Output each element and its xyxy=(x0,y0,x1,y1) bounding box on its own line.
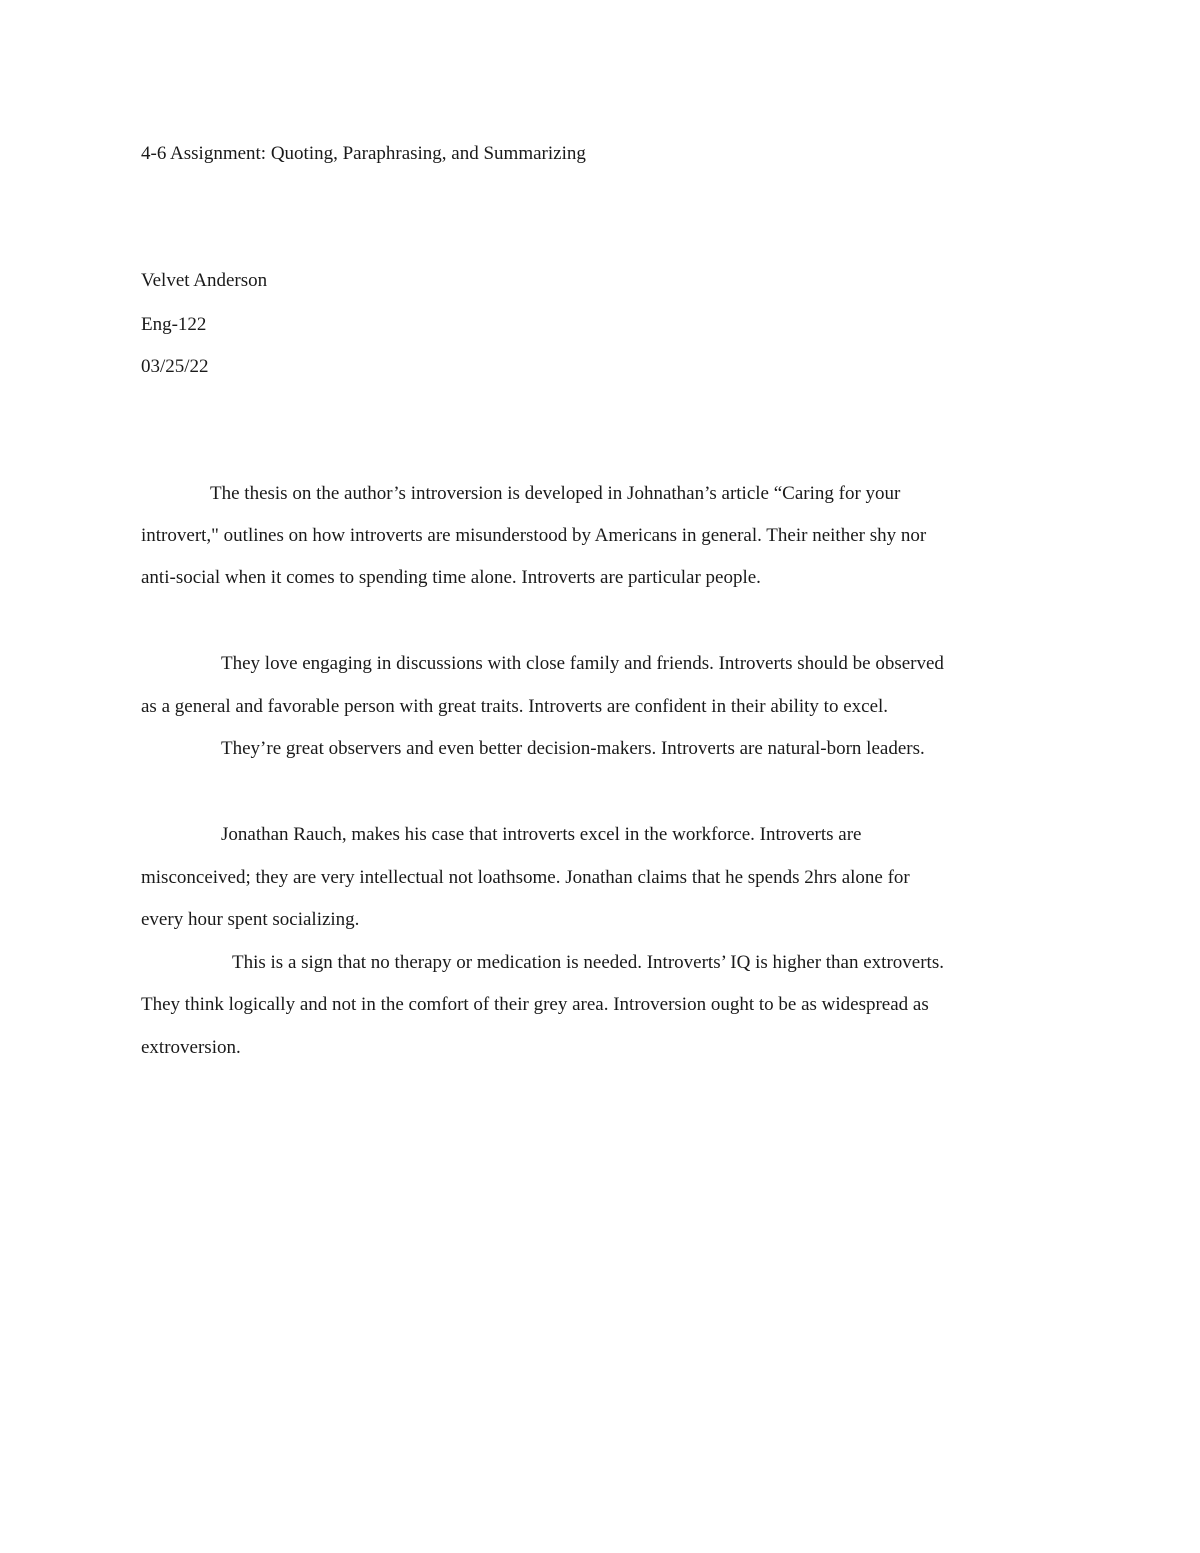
paragraph-1-line-3: anti-social when it comes to spending time alone. Introverts are particular people. xyxy=(141,567,761,588)
paragraph-4-line-1: This is a sign that no therapy or medication is needed. Introverts’ IQ is higher than extroverts. xyxy=(232,952,944,973)
paragraph-4-line-2: They think logically and not in the comfort of their grey area. Introversion ought to be as widespread as xyxy=(141,994,929,1015)
paragraph-2-line-1: They love engaging in discussions with close family and friends. Introverts should be observed xyxy=(221,653,944,674)
paragraph-1-line-1: The thesis on the author’s introversion is developed in Johnathan’s article “Caring for your xyxy=(210,483,901,504)
document-date: 03/25/22 xyxy=(141,356,209,377)
paragraph-2-line-3: They’re great observers and even better decision-makers. Introverts are natural-born leaders. xyxy=(221,738,925,759)
paragraph-2-line-2: as a general and favorable person with great traits. Introverts are confident in their ability to excel. xyxy=(141,696,889,717)
paragraph-3-line-2: misconceived; they are very intellectual not loathsome. Jonathan claims that he spends 2hrs alone for xyxy=(141,867,910,888)
document-title: 4-6 Assignment: Quoting, Paraphrasing, and Summarizing xyxy=(141,143,586,164)
paragraph-4-line-3: extroversion. xyxy=(141,1037,241,1058)
paragraph-3-line-3: every hour spent socializing. xyxy=(141,909,360,930)
paragraph-3-line-1: Jonathan Rauch, makes his case that introverts excel in the workforce. Introverts are xyxy=(221,824,862,845)
course-code: Eng-122 xyxy=(141,314,207,335)
paragraph-1-line-2: introvert," outlines on how introverts are misunderstood by Americans in general. Their neither shy nor xyxy=(141,525,927,546)
author-name: Velvet Anderson xyxy=(141,270,268,291)
